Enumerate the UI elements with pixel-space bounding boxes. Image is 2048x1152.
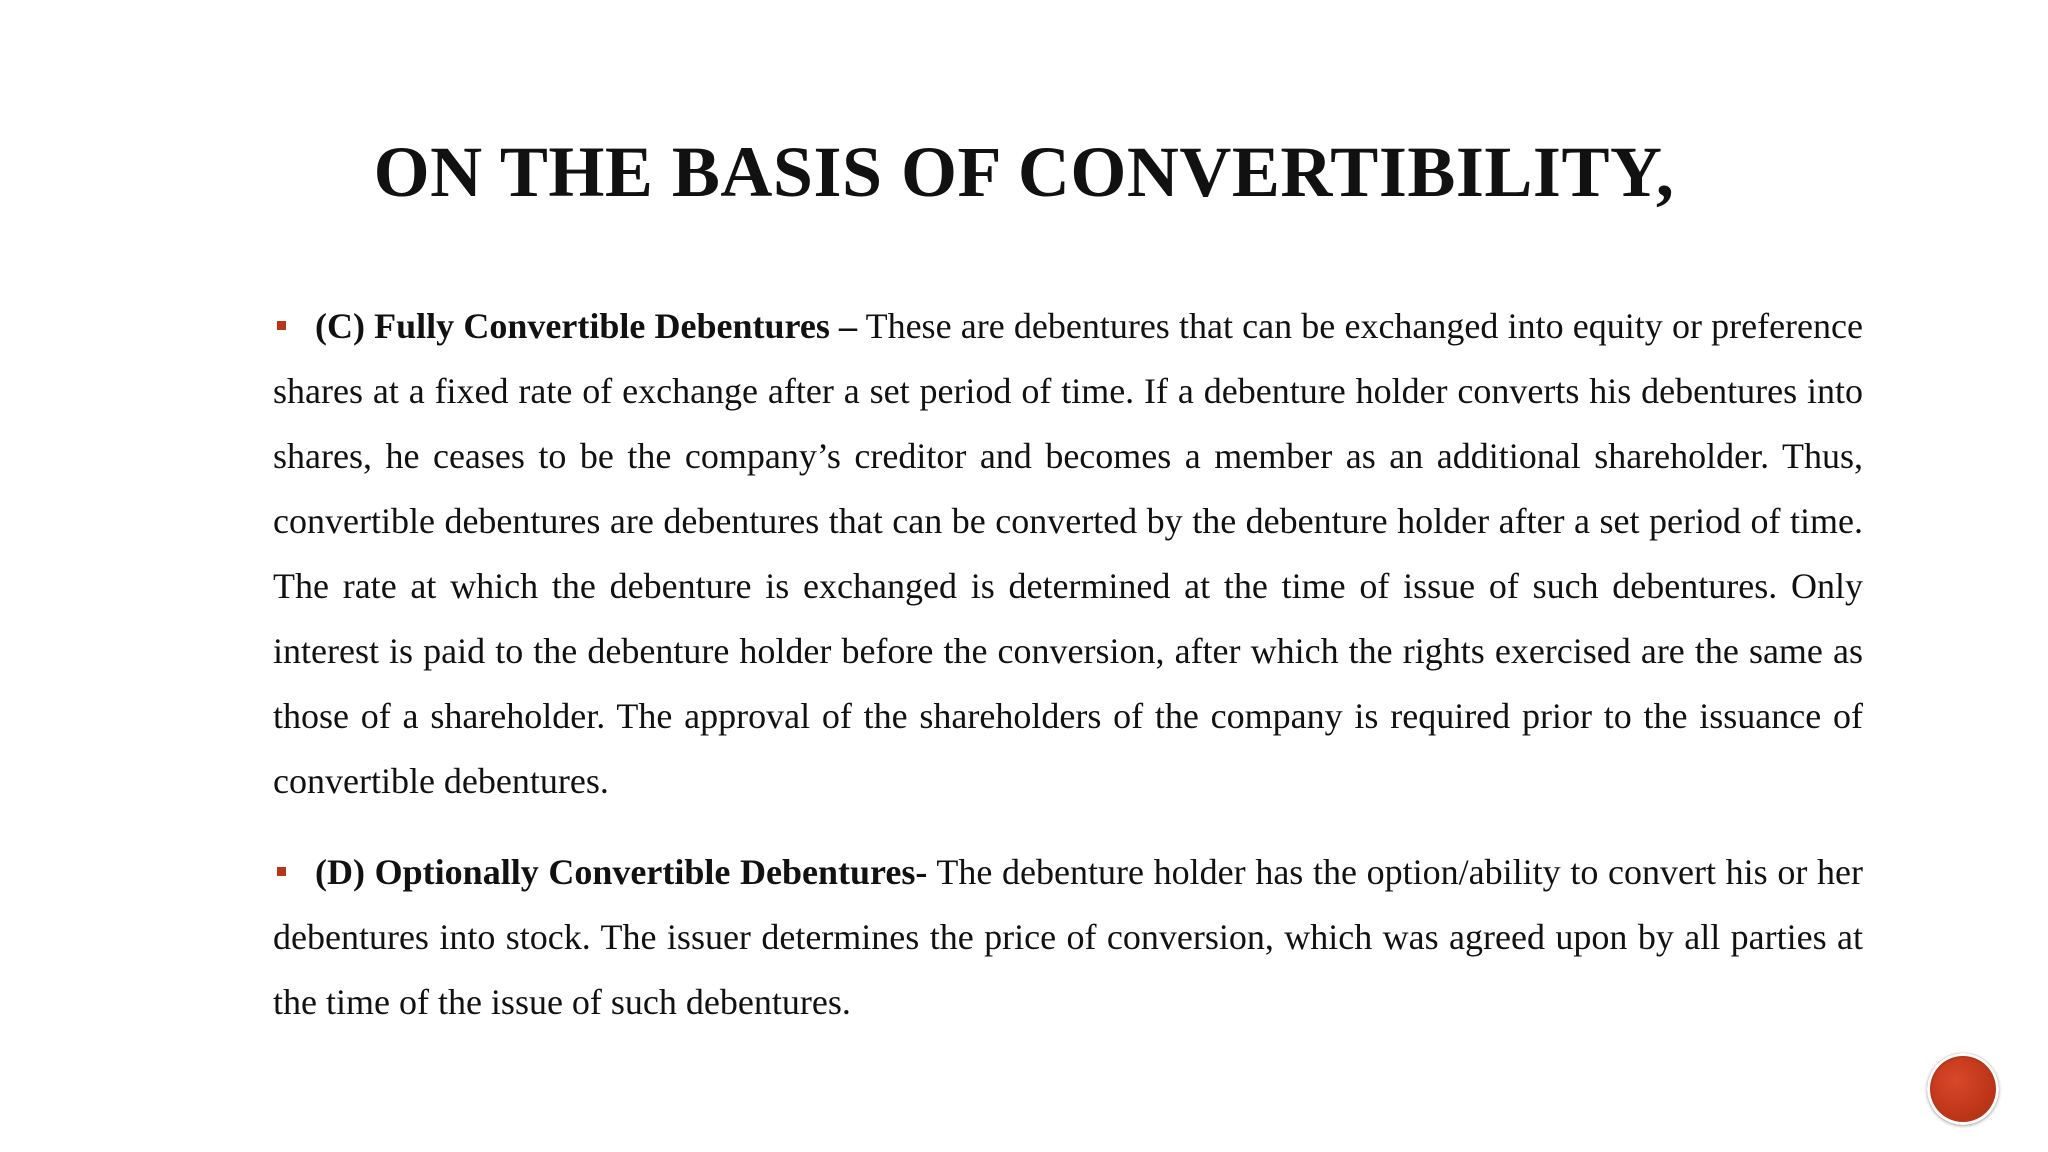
slide-title: ON THE BASIS OF CONVERTIBILITY, bbox=[373, 132, 1675, 212]
bullet-lead: (C) Fully Convertible Debentures – bbox=[315, 306, 858, 346]
square-bullet-icon bbox=[277, 321, 286, 330]
slide-nav-circle-icon[interactable] bbox=[1927, 1053, 1999, 1125]
bullet-text: These are debentures that can be exchanged into equity or preference shares at a fixed rate of exchange after a set period of time. If a debenture holder converts his debentures into shares, he ceases to be the company’s creditor and becomes a member as an additional shareholder. Thus, convertible debentures are debentures that can be converted by the debenture holder after a set period of time. The rate at which the debenture is exchanged is determined at the time of issue of such debentures. Only interest is paid to the debenture holder before the conversion, after which the rights exercised are the same as those of a shareholder. The approval of the shareholders of the company is required prior to the issuance of convertible debentures. bbox=[273, 306, 1863, 801]
bullet-text: The debenture holder has the option/ability to convert his or her debentures into stock. The issuer determines the price of conversion, which was agreed upon by all parties at the time of the issue of such debentures. bbox=[273, 852, 1863, 1022]
square-bullet-icon bbox=[277, 867, 286, 876]
bullet-item-fully-convertible bbox=[273, 294, 1863, 814]
bullet-lead: (D) Optionally Convertible Debentures- bbox=[315, 852, 928, 892]
slide-content bbox=[273, 294, 1863, 1035]
bullet-item-optionally-convertible bbox=[273, 840, 1863, 1035]
